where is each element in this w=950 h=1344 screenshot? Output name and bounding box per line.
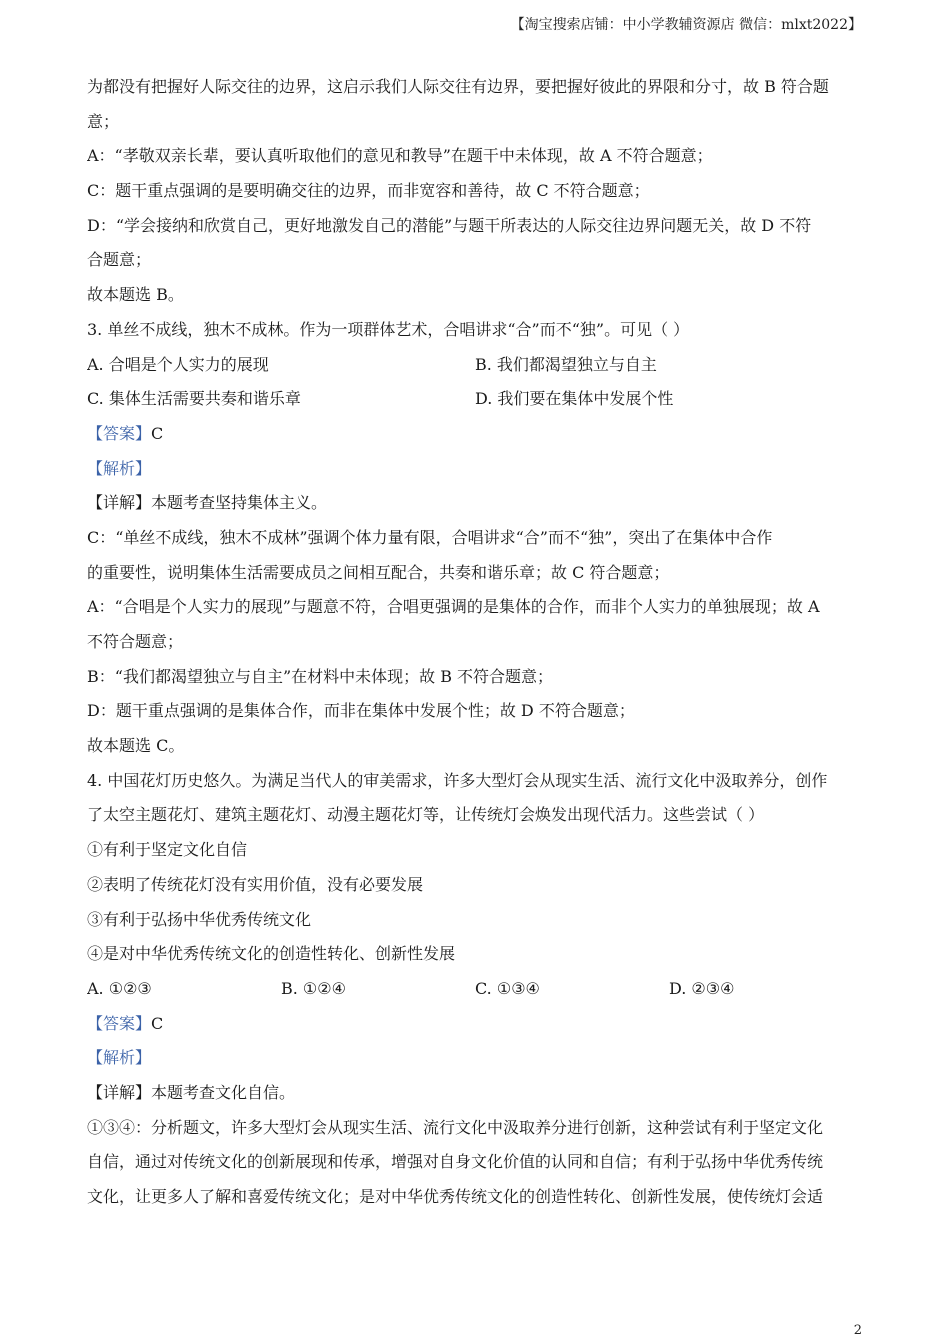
- analysis-line: ①③④：分析题文，许多大型灯会从现实生活、流行文化中汲取养分进行创新，这种尝试有利于坚定文化: [87, 1117, 824, 1137]
- detail-tag: 【详解】: [87, 493, 152, 513]
- option-d: D. 我们要在集体中发展个性: [475, 389, 674, 409]
- answer-value: C: [151, 423, 164, 443]
- question-4-analysis: [87, 1041, 863, 1076]
- analysis-line: 故本题选 C。: [87, 736, 185, 756]
- text-line: A：“孝敬双亲长辈，要认真听取他们的意见和教导”在题干中未体现，故 A 不符合题意；: [87, 146, 713, 166]
- question-3-options-row: [87, 348, 863, 383]
- analysis-tag: 【解析】: [87, 458, 152, 478]
- analysis-line: 的重要性，说明集体生活需要成员之间相互配合，共奏和谐乐章；故 C 符合题意；: [87, 562, 670, 582]
- question-4-answer: [87, 1007, 863, 1042]
- analysis-line: B：“我们都渴望独立与自主”在材料中未体现；故 B 不符合题意；: [87, 666, 554, 686]
- answer-tag: 【答案】: [87, 1013, 152, 1033]
- analysis-line: 文化，让更多人了解和喜爱传统文化；是对中华优秀传统文化的创造性转化、创新性发展，使传统灯会适: [87, 1187, 824, 1206]
- question-4-stem: 4. 中国花灯历史悠久。为满足当代人的审美需求，许多大型灯会从现实生活、流行文化中汲取养分，创作: [87, 770, 828, 790]
- text-line: 意；: [87, 111, 120, 131]
- detail-tag: 【详解】: [87, 1082, 152, 1102]
- question-4-item: ②表明了传统花灯没有实用价值，没有必要发展: [87, 874, 424, 894]
- analysis-line: C：“单丝不成线，独木不成林”强调个体力量有限，合唱讲求“合”而不“独”，突出了在集体中合作: [87, 527, 773, 547]
- text-line: D：“学会接纳和欣赏自己，更好地激发自己的潜能”与题干所表达的人际交往边界问题无关，故 D 不符: [87, 215, 812, 235]
- option-c: C. ①③④: [475, 978, 540, 998]
- option-d: D. ②③④: [669, 978, 735, 998]
- text-line: C：题干重点强调的是要明确交往的边界，而非宽容和善待，故 C 不符合题意；: [87, 181, 650, 201]
- question-4-stem: 了太空主题花灯、建筑主题花灯、动漫主题花灯等，让传统灯会焕发出现代活力。这些尝试（ ）: [87, 805, 765, 825]
- detail-text: 本题考查文化自信。: [151, 1082, 296, 1102]
- question-4-options-row: [87, 972, 863, 1007]
- analysis-line: D：题干重点强调的是集体合作，而非在集体中发展个性；故 D 不符合题意；: [87, 701, 635, 721]
- answer-value: C: [151, 1013, 164, 1033]
- question-4-item: ①有利于坚定文化自信: [87, 840, 248, 860]
- question-4-detail: [87, 1076, 863, 1111]
- text-line: 故本题选 B。: [87, 285, 184, 305]
- question-3-stem: 3. 单丝不成线，独木不成林。作为一项群体艺术，合唱讲求“合”而不“独”。可见（ ）: [87, 319, 690, 339]
- document-body: [87, 70, 863, 1215]
- analysis-line: 不符合题意；: [87, 632, 184, 651]
- header-watermark: 【淘宝搜索店铺：中小学教辅资源店 微信：mlxt2022】: [510, 17, 862, 33]
- question-3-analysis: [87, 452, 863, 487]
- text-line: 为都没有把握好人际交往的边界，这启示我们人际交往有边界，要把握好彼此的界限和分寸，故 B 符合题: [87, 77, 829, 96]
- question-3-answer: [87, 417, 863, 452]
- analysis-line: 自信，通过对传统文化的创新展现和传承，增强对自身文化价值的认同和自信；有利于弘扬中华优秀传统: [87, 1152, 824, 1172]
- question-4-item: ③有利于弘扬中华优秀传统文化: [87, 909, 312, 929]
- detail-text: 本题考查坚持集体主义。: [151, 493, 328, 513]
- answer-tag: 【答案】: [87, 423, 152, 443]
- question-3-detail: [87, 486, 863, 521]
- analysis-tag: 【解析】: [87, 1048, 152, 1068]
- option-a: A. 合唱是个人实力的展现: [87, 354, 269, 374]
- option-b: B. ①②④: [281, 978, 346, 998]
- option-b: B. 我们都渴望独立与自主: [475, 354, 657, 374]
- option-a: A. ①②③: [87, 978, 152, 998]
- option-c: C. 集体生活需要共奏和谐乐章: [87, 389, 301, 409]
- page-number: 2: [853, 1323, 862, 1338]
- text-line: 合题意；: [87, 250, 152, 270]
- question-3-options-row: [87, 382, 863, 417]
- analysis-line: A：“合唱是个人实力的展现”与题意不符，合唱更强调的是集体的合作，而非个人实力的单独展现；故 A: [87, 597, 820, 617]
- question-4-item: ④是对中华优秀传统文化的创造性转化、创新性发展: [87, 944, 456, 964]
